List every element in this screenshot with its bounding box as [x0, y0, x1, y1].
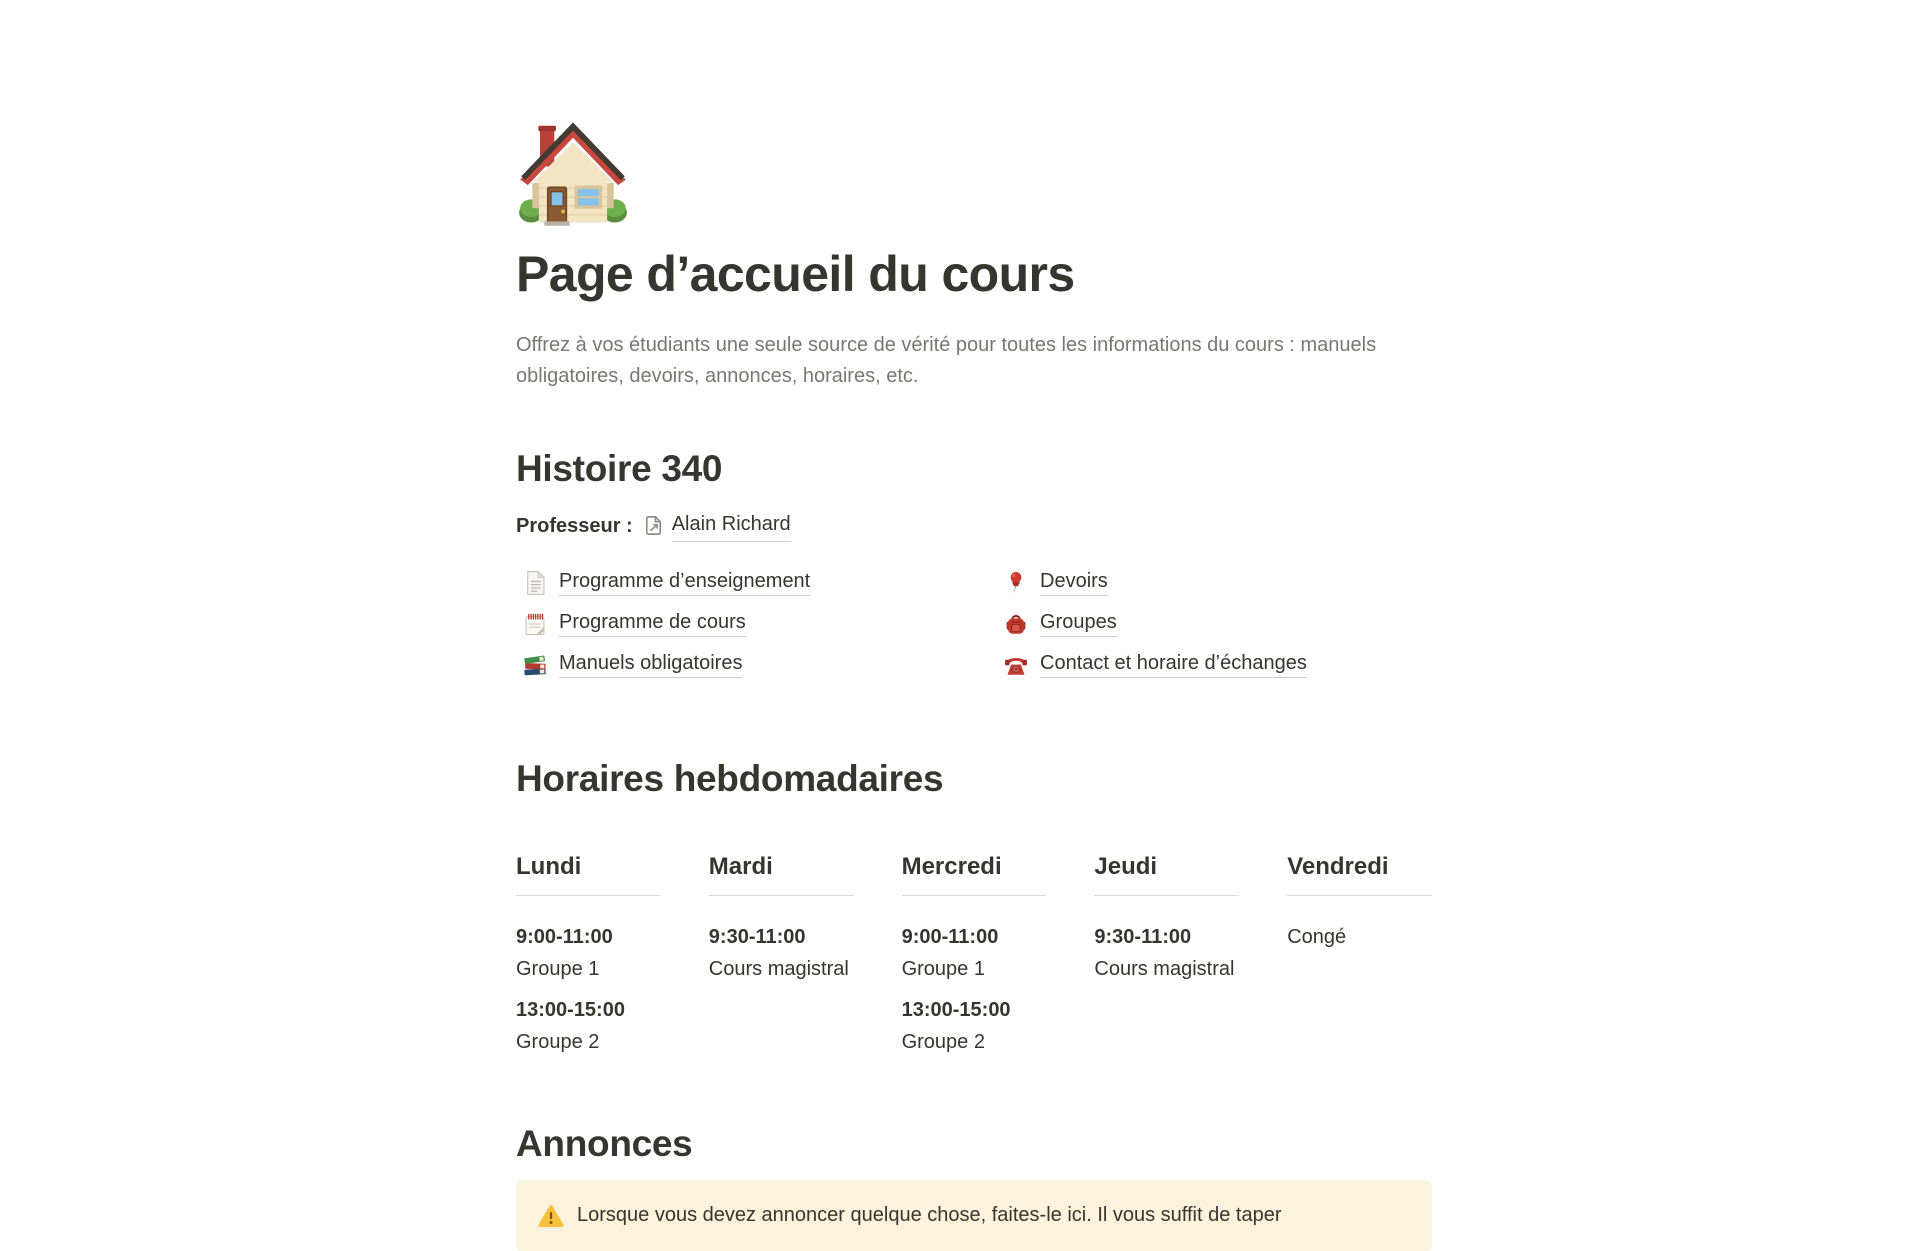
house-icon[interactable] [518, 118, 628, 228]
telephone-icon [1003, 652, 1029, 678]
course-links-left [516, 562, 951, 685]
page-arrow-icon [642, 514, 665, 537]
day-column-vendredi [1287, 851, 1432, 1058]
slot-time: 13:00-15:00 [901, 999, 1011, 1021]
warning-icon [538, 1203, 564, 1229]
schedule-heading: Horaires hebdomadaires [516, 758, 944, 799]
link-label[interactable]: Programme de cours [559, 611, 746, 637]
link-label[interactable]: Groupes [1040, 611, 1117, 637]
announcements-heading: Annonces [516, 1123, 693, 1164]
schedule-slot [902, 922, 1047, 985]
page-description: Offrez à vos étudiants une seule source de vérité pour toutes les informations du cours : manuels obligatoires, devoirs, annonces, horaires, etc. [516, 334, 1377, 387]
slot-label: Groupe 1 [516, 958, 600, 980]
link-label[interactable]: Devoirs [1040, 570, 1108, 596]
announcement-callout [516, 1180, 1432, 1251]
schedule-columns [516, 851, 1432, 1058]
day-name: Lundi [516, 853, 582, 880]
day-name: Jeudi [1094, 853, 1158, 880]
link-groupes[interactable] [997, 603, 1432, 644]
day-column-jeudi [1094, 851, 1239, 1058]
link-contact-horaire[interactable] [997, 644, 1432, 685]
day-name: Vendredi [1287, 853, 1389, 880]
divider [709, 895, 854, 896]
day-name: Mercredi [901, 853, 1002, 880]
page-icon [522, 570, 548, 596]
notion-page [516, 0, 1432, 1251]
slot-time: 9:30-11:00 [1094, 926, 1192, 948]
pushpin-icon [1003, 570, 1029, 596]
slot-time: 9:30-11:00 [708, 926, 806, 948]
divider [1287, 895, 1432, 896]
slot-time: 9:00-11:00 [516, 926, 613, 948]
schedule-slot [1094, 922, 1239, 985]
course-links-right [997, 562, 1432, 685]
course-links [516, 562, 1432, 685]
day-column-mercredi [902, 851, 1047, 1058]
link-programme-cours[interactable] [516, 603, 951, 644]
schedule-slot [902, 995, 1047, 1058]
slot-label: Groupe 2 [516, 1031, 600, 1053]
schedule-slot [1287, 922, 1432, 953]
link-label[interactable]: Contact et horaire d’échanges [1040, 652, 1307, 678]
slot-label: Groupe 1 [901, 958, 985, 980]
professor-page-link[interactable]: Alain Richard [672, 509, 791, 542]
professor-line [516, 509, 1432, 542]
slot-label: Cours magistral [708, 958, 849, 980]
backpack-icon [1003, 611, 1029, 637]
day-column-mardi [709, 851, 854, 1058]
schedule-slot [709, 922, 854, 985]
divider [1094, 895, 1239, 896]
spiral-notepad-icon [522, 611, 548, 637]
link-label[interactable]: Manuels obligatoires [559, 652, 742, 678]
course-heading: Histoire 340 [516, 448, 723, 489]
slot-time: 9:00-11:00 [901, 926, 999, 948]
divider [902, 895, 1047, 896]
link-manuels-obligatoires[interactable] [516, 644, 951, 685]
schedule-slot [516, 922, 661, 985]
page-title: Page d’accueil du cours [516, 246, 1075, 302]
slot-time: 13:00-15:00 [516, 999, 625, 1021]
professor-label: Professeur : [516, 514, 633, 537]
announcement-text: Lorsque vous devez annoncer quelque chose, faites-le ici. Il vous suffit de taper [577, 1204, 1282, 1226]
schedule-slot [516, 995, 661, 1058]
slot-label: Groupe 2 [901, 1031, 985, 1053]
slot-label: Cours magistral [1094, 958, 1235, 980]
link-programme-enseignement[interactable] [516, 562, 951, 603]
day-column-lundi [516, 851, 661, 1058]
day-name: Mardi [708, 853, 773, 880]
books-icon [522, 652, 548, 678]
slot-label: Congé [1287, 926, 1347, 948]
link-devoirs[interactable] [997, 562, 1432, 603]
divider [516, 895, 661, 896]
link-label[interactable]: Programme d’enseignement [559, 570, 810, 596]
